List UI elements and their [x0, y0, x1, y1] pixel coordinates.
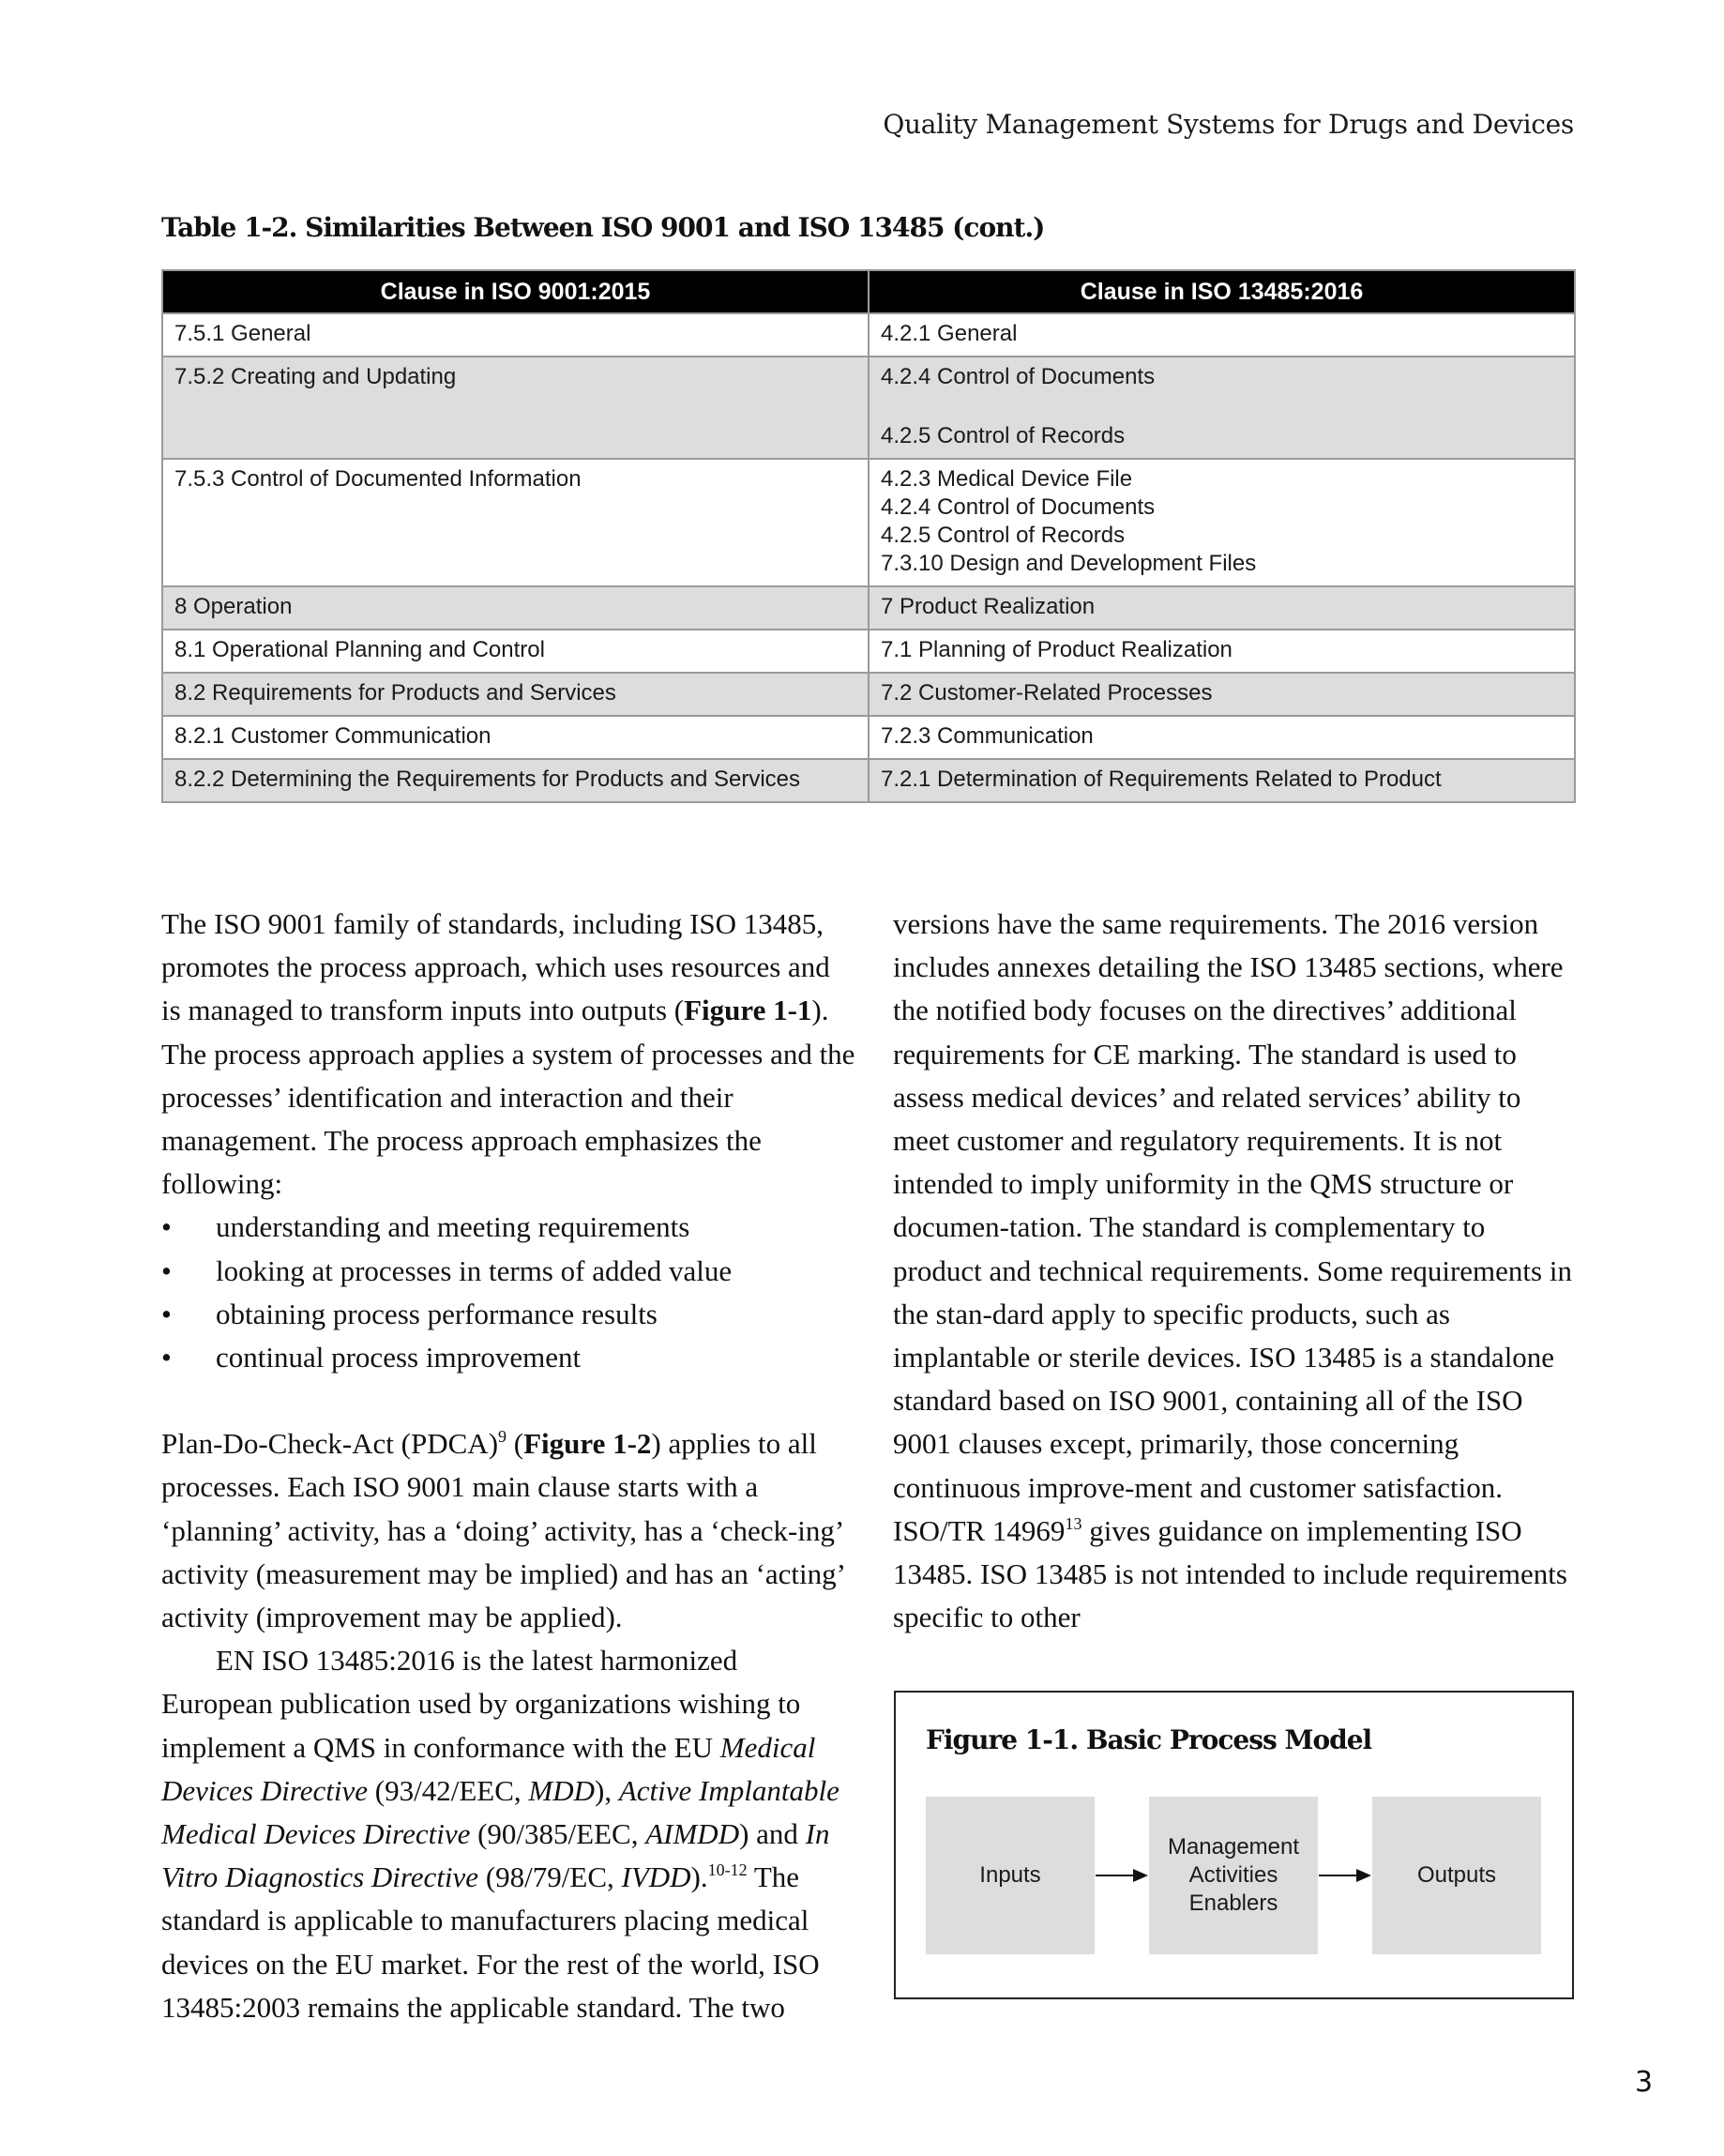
- box-label: Outputs: [1416, 1862, 1497, 1888]
- figure-reference: Figure 1-1: [684, 994, 812, 1027]
- clause-line: 4.2.3 Medical Device File: [881, 466, 1133, 492]
- management-box: [1149, 1797, 1318, 1954]
- list-item-text: obtaining process performance results: [216, 1297, 658, 1330]
- paragraph-spacer: [161, 1379, 855, 1422]
- iso9001-cell: 8.2.2 Determining the Requirements for Products and Services: [162, 759, 869, 802]
- page-number: 3: [1635, 2066, 1654, 2099]
- text-run: (: [507, 1427, 524, 1461]
- italic-run: IVDD: [621, 1860, 691, 1894]
- italic-run: In Vitro Diagnostics Directive: [161, 1817, 830, 1894]
- iso13485-cell: [869, 357, 1575, 459]
- iso9001-cell: 8.1 Operational Planning and Control: [162, 630, 869, 673]
- list-item-text: continual process improvement: [216, 1341, 582, 1374]
- iso13485-cell: [869, 630, 1575, 673]
- iso13485-cell: [869, 716, 1575, 759]
- text-run: ),: [595, 1773, 619, 1807]
- footnote-ref: 10-12: [707, 1860, 748, 1880]
- table-row: [162, 716, 1575, 759]
- italic-run: AIMDD: [645, 1817, 740, 1851]
- table-row: [162, 673, 1575, 716]
- text-run: gives guidance on implementing ISO 13485. ISO 13485 is not intended to include requirements specific to other: [893, 1513, 1567, 1634]
- clause-line: 7.3.10 Design and Development Files: [881, 551, 1257, 576]
- figure-reference: Figure 1-2: [523, 1427, 652, 1461]
- text-run: ). The process approach applies a system of processes and the processes’ identification and interaction and their management. The process approach emphasizes the following:: [161, 994, 855, 1201]
- text-run: EN ISO 13485:2016 is the latest harmonized European publication used by organizations wishing to implement a QMS in conformance with the EU: [161, 1644, 801, 1764]
- inputs-box: [926, 1797, 1095, 1954]
- table-row: [162, 586, 1575, 630]
- iso13485-cell: [869, 759, 1575, 802]
- text-run: (98/79/EC,: [478, 1860, 622, 1894]
- text-run: Plan-Do-Check-Act (PDCA): [161, 1427, 499, 1461]
- table-row: [162, 759, 1575, 802]
- box-label: Activities: [1188, 1862, 1278, 1888]
- figure-basic-process-model: [894, 1691, 1574, 1999]
- footnote-ref: 9: [498, 1427, 507, 1447]
- iso9001-cell: 7.5.2 Creating and Updating: [162, 357, 869, 459]
- paragraph-versions: [893, 903, 1578, 1639]
- iso9001-cell: 8 Operation: [162, 586, 869, 630]
- outputs-box: [1372, 1797, 1541, 1954]
- bullet-icon: •: [161, 1253, 172, 1287]
- table-row: [162, 357, 1575, 459]
- text-run: The standard is applicable to manufacturers placing medical devices on the EU market. For the rest of the world, ISO 13485:2003 remains the applicable standard. The two: [161, 1860, 820, 2024]
- text-run: ) and: [739, 1817, 806, 1851]
- clause-line: 7.2 Customer-Related Processes: [881, 680, 1213, 706]
- table-row: [162, 313, 1575, 357]
- right-arrow-icon: [1096, 1866, 1148, 1885]
- list-item: [161, 1250, 855, 1293]
- italic-run: MDD: [528, 1773, 595, 1807]
- iso13485-cell: [869, 459, 1575, 586]
- iso9001-cell: 8.2 Requirements for Products and Services: [162, 673, 869, 716]
- iso13485-cell: [869, 313, 1575, 357]
- list-item: [161, 1293, 855, 1336]
- clause-line: 4.2.4 Control of Documents: [881, 364, 1156, 389]
- italic-run: Medical Devices Directive: [161, 1730, 816, 1807]
- table-header-row: [162, 270, 1575, 313]
- table-row: [162, 630, 1575, 673]
- clause-line: 4.2.5 Control of Records: [881, 423, 1126, 448]
- list-item-text: understanding and meeting requirements: [216, 1210, 690, 1244]
- clause-line: 7.2.1 Determination of Requirements Related to Product: [881, 767, 1442, 792]
- clause-comparison-table: [161, 269, 1576, 803]
- iso13485-cell: [869, 673, 1575, 716]
- iso9001-cell: 7.5.3 Control of Documented Information: [162, 459, 869, 586]
- left-text-column: [161, 903, 855, 2029]
- emphasis-list: [161, 1206, 855, 1379]
- box-label: Management: [1167, 1834, 1300, 1860]
- text-run: (93/42/EEC,: [368, 1773, 529, 1807]
- column-header-iso13485: Clause in ISO 13485:2016: [869, 270, 1575, 313]
- clause-line: 7 Product Realization: [881, 594, 1096, 619]
- figure-title: Figure 1-1. Basic Process Model: [926, 1724, 1372, 1755]
- list-item-text: looking at processes in terms of added value: [216, 1253, 733, 1287]
- iso13485-cell: [869, 586, 1575, 630]
- box-label: Enablers: [1188, 1890, 1278, 1916]
- iso9001-cell: 8.2.1 Customer Communication: [162, 716, 869, 759]
- clause-line: 4.2.5 Control of Records: [881, 523, 1126, 548]
- table-row: [162, 459, 1575, 586]
- bullet-icon: •: [161, 1210, 172, 1244]
- right-text-column: [893, 903, 1578, 1639]
- list-item: [161, 1336, 855, 1379]
- clause-line: 7.2.3 Communication: [881, 723, 1094, 749]
- bullet-icon: •: [161, 1297, 172, 1330]
- bullet-icon: •: [161, 1341, 172, 1374]
- table-title: Table 1-2. Similarities Between ISO 9001 and ISO 13485 (cont.): [161, 212, 1045, 243]
- text-run: (90/385/EEC,: [470, 1817, 646, 1851]
- list-item: [161, 1206, 855, 1249]
- text-run: ) applies to all processes. Each ISO 9001 main clause starts with a ‘planning’ activity, has a ‘doing’ activity, has a ‘check-ing’ activity (measurement may be implied) and has an ‘acting’ activity (improvement may be applied).: [161, 1427, 844, 1634]
- clause-line: 7.1 Planning of Product Realization: [881, 637, 1233, 662]
- clause-line: 4.2.4 Control of Documents: [881, 494, 1156, 520]
- paragraph-en-iso: [161, 1639, 855, 2029]
- running-head: Quality Management Systems for Drugs and Devices: [883, 109, 1574, 140]
- right-arrow-icon: [1319, 1866, 1371, 1885]
- column-header-iso9001: Clause in ISO 9001:2015: [162, 270, 869, 313]
- text-run: ).: [690, 1860, 708, 1894]
- footnote-ref: 13: [1065, 1513, 1082, 1533]
- italic-run: Active Implantable Medical Devices Directive: [161, 1773, 839, 1851]
- text-run: The ISO 9001 family of standards, including ISO 13485, promotes the process approach, which uses resources and is managed to transform inputs into outputs (: [161, 907, 830, 1027]
- paragraph-process-approach: [161, 903, 855, 1206]
- iso9001-cell: 7.5.1 General: [162, 313, 869, 357]
- text-run: versions have the same requirements. The 2016 version includes annexes detailing the ISO 13485 sections, where the notified body focuses on the directives’ additional requirements for CE marking. The standard is used to assess medical devices’ and related services’ ability to meet customer and regulatory requirements. It is not intended to imply uniformity in the QMS structure or documen-tation. The standard is complementary to product and technical requirements. Some requirements in the stan-dard apply to specific products, such as implantable or sterile devices. ISO 13485 is a standalone standard based on ISO 9001, containing all of the ISO 9001 clauses except, primarily, those concerning continuous improve-ment and customer satisfaction. ISO/TR 14969: [893, 907, 1572, 1547]
- paragraph-pdca: [161, 1422, 855, 1639]
- box-label: Inputs: [979, 1862, 1041, 1888]
- clause-line: 4.2.1 General: [881, 321, 1018, 346]
